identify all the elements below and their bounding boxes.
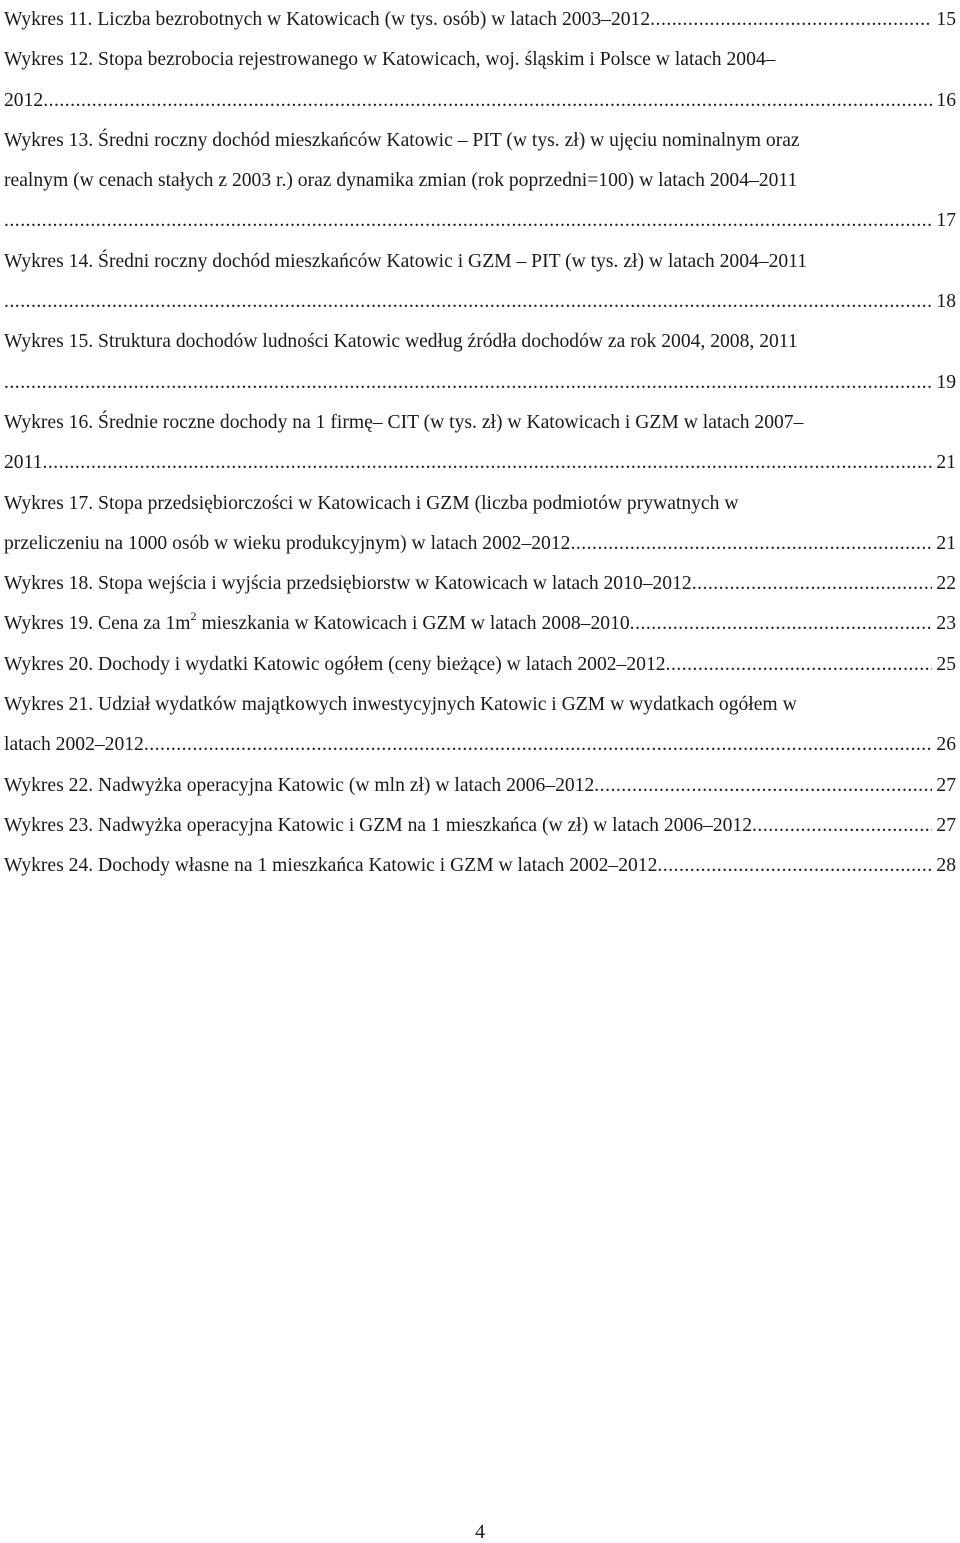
toc-entry-text: Wykres 23. Nadwyżka operacyjna Katowic i GZM na 1 mieszkańca (w zł) w latach 2006–2012 <box>4 814 753 836</box>
dot-leader <box>752 806 932 846</box>
toc-line[interactable] <box>4 40 960 80</box>
toc-line[interactable] <box>4 161 960 201</box>
toc-entry-text: Wykres 24. Dochody własne na 1 mieszkańca Katowic i GZM w latach 2002–2012 <box>4 855 658 877</box>
dot-leader <box>570 524 932 564</box>
toc-entry-text: realnym (w cenach stałych z 2003 r.) oraz dynamika zmian (rok poprzedni=100) w latach 2004–2011 <box>4 170 798 192</box>
toc-line[interactable] <box>4 846 960 886</box>
toc-entry-text: 2011 <box>4 452 43 474</box>
toc-line[interactable] <box>4 604 960 644</box>
toc-entry-text-part: Wykres 19. Cena za 1m <box>4 613 191 635</box>
dot-leader <box>630 604 933 644</box>
toc-line[interactable] <box>4 282 960 322</box>
toc-page-number: 15 <box>936 9 956 30</box>
toc-entry-text: Wykres 13. Średni roczny dochód mieszkańców Katowic – PIT (w tys. zł) w ujęciu nominalnym oraz <box>4 129 800 151</box>
toc-page-number: 27 <box>936 774 956 796</box>
toc-line[interactable] <box>4 242 960 282</box>
toc-entry-text: Wykres 11. Liczba bezrobotnych w Katowicach (w tys. osób) w latach 2003–2012 <box>4 9 651 30</box>
toc-entry-text: 2012 <box>4 89 44 111</box>
toc-line[interactable] <box>4 121 960 161</box>
toc-entry-text-part: mieszkania w Katowicach i GZM w latach 2008–2010 <box>196 613 630 635</box>
toc-entry-text: Wykres 21. Udział wydatków majątkowych inwestycyjnych Katowic i GZM w wydatkach ogółem w <box>4 694 797 716</box>
toc-page-number: 17 <box>936 210 956 232</box>
toc-page-number: 21 <box>936 532 956 554</box>
toc-page-number: 21 <box>936 452 956 474</box>
dot-leader <box>4 363 932 403</box>
toc-entry-text: Wykres 15. Struktura dochodów ludności Katowic według źródła dochodów za rok 2004, 2008, 2011 <box>4 331 798 353</box>
dot-leader <box>4 282 932 322</box>
toc-entry-text: Wykres 16. Średnie roczne dochody na 1 firmę– CIT (w tys. zł) w Katowicach i GZM w latach 2007– <box>4 411 804 433</box>
toc-entry-text: Wykres 22. Nadwyżka operacyjna Katowic (w mln zł) w latach 2006–2012 <box>4 774 595 796</box>
dot-leader <box>666 645 933 685</box>
dot-leader <box>657 846 932 886</box>
toc-page-number: 25 <box>936 653 956 675</box>
dot-leader <box>43 81 932 121</box>
dot-leader <box>594 766 932 806</box>
toc-page-number: 18 <box>936 291 956 313</box>
dot-leader <box>650 0 932 40</box>
toc-entry-text: Wykres 18. Stopa wejścia i wyjścia przedsiębiorstw w Katowicach w latach 2010–2012 <box>4 573 692 595</box>
superscript: 2 <box>190 608 197 623</box>
table-of-figures <box>4 0 960 887</box>
toc-page-number: 23 <box>936 613 956 635</box>
page-number: 4 <box>475 1521 485 1543</box>
toc-page-number: 28 <box>936 855 956 877</box>
toc-line[interactable] <box>4 524 960 564</box>
dot-leader <box>692 564 933 604</box>
toc-page-number: 22 <box>936 573 956 595</box>
toc-entry-text: Wykres 12. Stopa bezrobocia rejestrowanego w Katowicach, woj. śląskim i Polsce w latach 2004– <box>4 49 776 71</box>
toc-line[interactable] <box>4 363 960 403</box>
toc-entry-text <box>4 604 630 644</box>
toc-line[interactable] <box>4 806 960 846</box>
toc-entry-text: Wykres 14. Średni roczny dochód mieszkańców Katowic i GZM – PIT (w tys. zł) w latach 2004–2011 <box>4 250 808 272</box>
toc-entry-text: przeliczeniu na 1000 osób w wieku produkcyjnym) w latach 2002–2012 <box>4 532 571 554</box>
toc-line[interactable] <box>4 564 960 604</box>
toc-line[interactable] <box>4 403 960 443</box>
toc-line[interactable] <box>4 443 960 483</box>
toc-line[interactable] <box>4 484 960 524</box>
toc-line[interactable] <box>4 201 960 241</box>
toc-entry-text: Wykres 20. Dochody i wydatki Katowic ogółem (ceny bieżące) w latach 2002–2012 <box>4 653 666 675</box>
toc-line[interactable] <box>4 81 960 121</box>
dot-leader <box>42 443 932 483</box>
toc-page-number: 19 <box>936 371 956 393</box>
toc-line[interactable] <box>4 0 960 40</box>
toc-page-number: 16 <box>936 89 956 111</box>
dot-leader <box>144 725 933 765</box>
toc-entry-text: latach 2002–2012 <box>4 734 144 756</box>
toc-page-number: 26 <box>936 734 956 756</box>
toc-line[interactable] <box>4 766 960 806</box>
toc-line[interactable] <box>4 685 960 725</box>
toc-line[interactable] <box>4 322 960 362</box>
toc-line[interactable] <box>4 645 960 685</box>
toc-entry-text: Wykres 17. Stopa przedsiębiorczości w Katowicach i GZM (liczba podmiotów prywatnych w <box>4 492 739 514</box>
toc-line[interactable] <box>4 725 960 765</box>
toc-page-number: 27 <box>936 814 956 836</box>
dot-leader <box>4 201 932 241</box>
